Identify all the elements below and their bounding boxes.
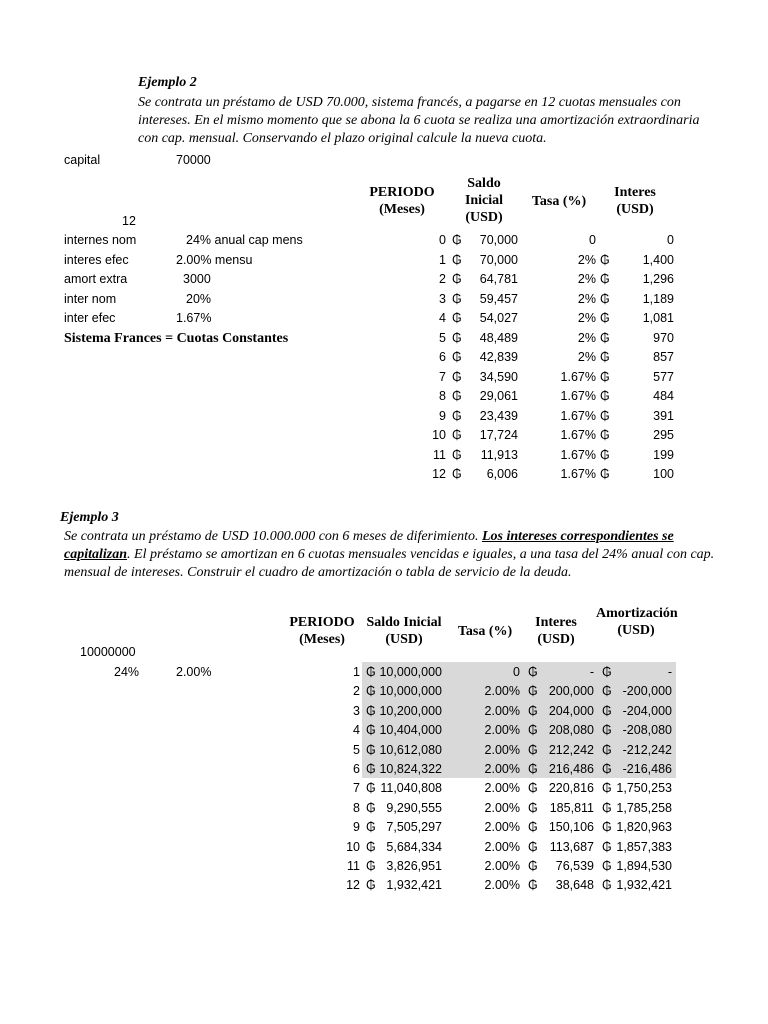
- example3-line-2: capitalizan. El préstamo se amortizan en 6 cuotas mensuales vencidas e iguales, a una tasa del 24% anual con cap.: [64, 547, 715, 562]
- example2-line-1: Se contrata un préstamo de USD 70.000, sistema francés, a pagarse en 12 cuotas mensuales con: [138, 95, 681, 110]
- saldo-cell: 10,404,000: [379, 723, 442, 738]
- param-label: interes efec: [64, 253, 129, 267]
- amortizacion-cell: -212,242: [622, 742, 672, 757]
- interes-cell: 970: [653, 331, 674, 345]
- currency-symbol: ₲: [528, 878, 538, 893]
- tasa-cell: 2.00%: [484, 762, 520, 776]
- tasa-cell: 2%: [577, 311, 596, 325]
- currency-symbol: ₲: [600, 292, 610, 306]
- amortizacion-cell: 1,932,421: [616, 878, 672, 893]
- saldo-cell: 54,027: [479, 311, 518, 325]
- system-label: Sistema Frances = Cuotas Constantes: [64, 331, 289, 346]
- amortizacion-cell: 1,750,253: [616, 781, 672, 796]
- deferred-period-shading: [362, 662, 676, 778]
- interes-cell: 0: [667, 233, 674, 247]
- header-tasa: Tasa (%): [531, 194, 587, 209]
- saldo-cell: 10,000,000: [379, 665, 442, 679]
- interes-cell: 208,080: [548, 723, 594, 738]
- tasa-cell: 1.67%: [560, 370, 596, 384]
- interes-cell: -: [589, 665, 594, 679]
- param-nominal-rate: 24%: [114, 665, 140, 679]
- tasa-cell: 2.00%: [484, 839, 520, 854]
- period-cell: 4: [353, 723, 360, 738]
- currency-symbol: ₲: [602, 781, 612, 796]
- param-label: amort extra: [64, 272, 128, 286]
- currency-symbol: ₲: [528, 665, 538, 679]
- currency-symbol: ₲: [602, 723, 612, 738]
- tasa-cell: 0: [513, 665, 520, 679]
- currency-symbol: ₲: [366, 742, 376, 757]
- saldo-cell: 42,839: [479, 350, 518, 364]
- saldo-cell: 5,684,334: [386, 839, 442, 854]
- header-saldo: Saldo Inicial (USD): [366, 615, 442, 647]
- currency-symbol: ₲: [452, 370, 462, 384]
- example3-line-1: Se contrata un préstamo de USD 10.000.000 con 6 meses de diferimiento. Los intereses correspondientes se: [64, 529, 674, 544]
- interes-cell: 76,539: [555, 859, 594, 873]
- currency-symbol: ₲: [600, 389, 610, 403]
- tasa-cell: 1.67%: [560, 448, 596, 462]
- period-cell: 11: [347, 859, 360, 873]
- amortizacion-cell: 1,857,383: [616, 839, 672, 854]
- currency-symbol: ₲: [528, 742, 538, 757]
- example3-title-clipped: Ejemplo 3: [60, 510, 119, 525]
- currency-symbol: ₲: [600, 272, 610, 286]
- interes-cell: 857: [653, 350, 674, 364]
- saldo-cell: 11,040,808: [380, 781, 442, 796]
- amortizacion-cell: 1,820,963: [616, 820, 672, 835]
- currency-symbol: ₲: [366, 665, 376, 679]
- currency-symbol: ₲: [366, 684, 376, 699]
- header-saldo: Saldo Inicial (USD): [464, 176, 504, 225]
- amortizacion-cell: -: [667, 665, 672, 679]
- currency-symbol: ₲: [366, 839, 376, 854]
- interes-cell: 295: [653, 428, 674, 442]
- currency-symbol: ₲: [602, 878, 612, 893]
- example2-title: Ejemplo 2: [138, 75, 197, 90]
- saldo-cell: 17,724: [479, 428, 518, 442]
- currency-symbol: ₲: [600, 331, 610, 345]
- interes-cell: 391: [653, 409, 674, 423]
- param-label: inter efec: [64, 311, 116, 325]
- interes-cell: 212,242: [548, 742, 594, 757]
- saldo-cell: 9,290,555: [386, 800, 442, 815]
- period-cell: 8: [353, 800, 360, 815]
- interes-cell: 484: [653, 389, 674, 403]
- period-cell: 5: [439, 331, 446, 345]
- amortizacion-cell: 1,894,530: [616, 859, 672, 873]
- currency-symbol: ₲: [366, 723, 376, 738]
- interes-cell: 216,486: [548, 762, 594, 776]
- currency-symbol: ₲: [366, 762, 376, 776]
- period-cell: 4: [439, 311, 446, 325]
- saldo-cell: 10,200,000: [379, 703, 442, 718]
- tasa-cell: 2%: [577, 253, 596, 267]
- header-periodo: PERIODO (Meses): [369, 185, 435, 217]
- tasa-cell: 1.67%: [560, 409, 596, 423]
- interes-cell: 200,000: [548, 684, 594, 699]
- example2-line-3: con cap. mensual. Conservando el plazo original calcule la nueva cuota.: [138, 131, 547, 146]
- tasa-cell: 2.00%: [484, 878, 520, 893]
- currency-symbol: ₲: [452, 311, 462, 325]
- currency-symbol: ₲: [528, 781, 538, 796]
- period-cell: 7: [439, 370, 446, 384]
- currency-symbol: ₲: [602, 742, 612, 757]
- period-cell: 12: [432, 467, 446, 481]
- saldo-cell: 59,457: [479, 292, 518, 306]
- tasa-cell: 1.67%: [560, 428, 596, 442]
- interes-cell: 204,000: [548, 703, 594, 718]
- saldo-cell: 1,932,421: [386, 878, 442, 893]
- amortizacion-cell: -200,000: [622, 684, 672, 699]
- period-cell: 7: [353, 781, 360, 796]
- currency-symbol: ₲: [452, 350, 462, 364]
- currency-symbol: ₲: [600, 370, 610, 384]
- currency-symbol: ₲: [602, 859, 612, 873]
- currency-symbol: ₲: [452, 409, 462, 423]
- tasa-cell: 2.00%: [484, 742, 520, 757]
- period-cell: 3: [439, 292, 446, 306]
- interes-cell: 199: [653, 448, 674, 462]
- currency-symbol: ₲: [602, 820, 612, 835]
- saldo-cell: 70,000: [479, 233, 518, 247]
- currency-symbol: ₲: [600, 350, 610, 364]
- tasa-cell: 2.00%: [484, 820, 520, 835]
- tasa-cell: 2.00%: [484, 723, 520, 738]
- period-cell: 5: [353, 742, 360, 757]
- interes-cell: 1,400: [642, 253, 674, 267]
- amortizacion-cell: 1,785,258: [616, 800, 672, 815]
- param-effective-rate: 2.00%: [176, 665, 212, 679]
- amortizacion-cell: -216,486: [622, 762, 672, 776]
- currency-symbol: ₲: [366, 800, 376, 815]
- param-label: capital: [64, 153, 101, 167]
- currency-symbol: ₲: [602, 684, 612, 699]
- header-tasa: Tasa (%): [457, 624, 513, 639]
- currency-symbol: ₲: [366, 703, 376, 718]
- interes-cell: 113,687: [549, 839, 594, 854]
- saldo-cell: 29,061: [479, 389, 518, 403]
- currency-symbol: ₲: [452, 467, 462, 481]
- currency-symbol: ₲: [600, 409, 610, 423]
- saldo-cell: 10,000,000: [379, 684, 442, 699]
- param-label: internes nom: [64, 233, 137, 247]
- currency-symbol: ₲: [366, 859, 376, 873]
- currency-symbol: ₲: [528, 820, 538, 835]
- interes-cell: 1,189: [642, 292, 674, 306]
- example2-line-2: intereses. En el mismo momento que se abona la 6 cuota se realiza una amortización extraordinaria: [138, 113, 700, 128]
- interes-cell: 577: [653, 370, 674, 384]
- param-value: 12: [122, 214, 136, 228]
- currency-symbol: ₲: [366, 878, 376, 893]
- currency-symbol: ₲: [600, 311, 610, 325]
- param-label: inter nom: [64, 292, 117, 306]
- period-cell: 10: [346, 839, 360, 854]
- period-cell: 9: [353, 820, 360, 835]
- header-interes: Interes (USD): [535, 615, 577, 647]
- tasa-cell: 2.00%: [484, 800, 520, 815]
- tasa-cell: 1.67%: [560, 467, 596, 481]
- currency-symbol: ₲: [528, 839, 538, 854]
- header-interes: Interes (USD): [614, 185, 656, 217]
- interes-cell: 185,811: [549, 800, 594, 815]
- interes-cell: 150,106: [548, 820, 594, 835]
- currency-symbol: ₲: [602, 703, 612, 718]
- saldo-cell: 10,824,322: [379, 762, 442, 776]
- saldo-cell: 6,006: [486, 467, 518, 481]
- period-cell: 2: [353, 684, 360, 699]
- saldo-cell: 34,590: [479, 370, 518, 384]
- param-value: 70000: [176, 153, 211, 167]
- currency-symbol: ₲: [602, 762, 612, 776]
- currency-symbol: ₲: [600, 448, 610, 462]
- amortizacion-cell: -204,000: [622, 703, 672, 718]
- period-cell: 1: [353, 665, 360, 679]
- saldo-cell: 70,000: [479, 253, 518, 267]
- currency-symbol: ₲: [452, 428, 462, 442]
- period-cell: 9: [439, 409, 446, 423]
- period-cell: 10: [432, 428, 446, 442]
- currency-symbol: ₲: [452, 331, 462, 345]
- currency-symbol: ₲: [528, 800, 538, 815]
- period-cell: 6: [439, 350, 446, 364]
- currency-symbol: ₲: [528, 703, 538, 718]
- period-cell: 0: [439, 233, 446, 247]
- currency-symbol: ₲: [452, 253, 462, 267]
- currency-symbol: ₲: [366, 820, 376, 835]
- saldo-cell: 48,489: [479, 331, 518, 345]
- currency-symbol: ₲: [600, 428, 610, 442]
- tasa-cell: 2%: [577, 292, 596, 306]
- period-cell: 2: [439, 272, 446, 286]
- currency-symbol: ₲: [602, 800, 612, 815]
- currency-symbol: ₲: [528, 723, 538, 738]
- currency-symbol: ₲: [528, 859, 538, 873]
- currency-symbol: ₲: [452, 292, 462, 306]
- saldo-cell: 11,913: [480, 448, 518, 462]
- param-capital: 10000000: [80, 645, 136, 659]
- interes-cell: 1,296: [642, 272, 674, 286]
- param-value: 1.67%: [176, 311, 212, 325]
- tasa-cell: 2.00%: [484, 684, 520, 699]
- interes-cell: 100: [653, 467, 674, 481]
- example3-line-3: mensual de intereses. Construir el cuadro de amortización o tabla de servicio de la deuda.: [64, 565, 572, 580]
- currency-symbol: ₲: [452, 448, 462, 462]
- param-value: 3000: [183, 272, 211, 286]
- currency-symbol: ₲: [452, 233, 462, 247]
- currency-symbol: ₲: [600, 253, 610, 267]
- interes-cell: 1,081: [642, 311, 674, 325]
- tasa-cell: 2.00%: [484, 859, 520, 873]
- currency-symbol: ₲: [452, 272, 462, 286]
- amortizacion-cell: -208,080: [622, 723, 672, 738]
- tasa-cell: 1.67%: [560, 389, 596, 403]
- period-cell: 6: [353, 762, 360, 776]
- currency-symbol: ₲: [528, 762, 538, 776]
- interes-cell: 220,816: [548, 781, 594, 796]
- currency-symbol: ₲: [528, 684, 538, 699]
- period-cell: 1: [439, 253, 446, 267]
- currency-symbol: ₲: [602, 839, 612, 854]
- header-periodo: PERIODO (Meses): [289, 615, 355, 647]
- tasa-cell: 2.00%: [484, 781, 520, 796]
- param-value: 2.00% mensu: [176, 253, 253, 267]
- saldo-cell: 64,781: [479, 272, 518, 286]
- tasa-cell: 2%: [577, 350, 596, 364]
- currency-symbol: ₲: [602, 665, 612, 679]
- tasa-cell: 2%: [577, 272, 596, 286]
- tasa-cell: 2.00%: [484, 703, 520, 718]
- tasa-cell: 0: [589, 233, 596, 247]
- saldo-cell: 23,439: [479, 409, 518, 423]
- param-value: 20%: [186, 292, 212, 306]
- currency-symbol: ₲: [600, 467, 610, 481]
- saldo-cell: 7,505,297: [386, 820, 442, 835]
- period-cell: 12: [346, 878, 360, 893]
- period-cell: 3: [353, 703, 360, 718]
- saldo-cell: 10,612,080: [379, 742, 442, 757]
- param-value: 24% anual cap mens: [186, 233, 303, 247]
- period-cell: 8: [439, 389, 446, 403]
- header-amortizacion: Amortización (USD): [596, 606, 678, 638]
- interes-cell: 38,648: [555, 878, 594, 893]
- period-cell: 11: [433, 448, 446, 462]
- currency-symbol: ₲: [366, 781, 376, 796]
- saldo-cell: 3,826,951: [386, 859, 442, 873]
- tasa-cell: 2%: [577, 331, 596, 345]
- currency-symbol: ₲: [452, 389, 462, 403]
